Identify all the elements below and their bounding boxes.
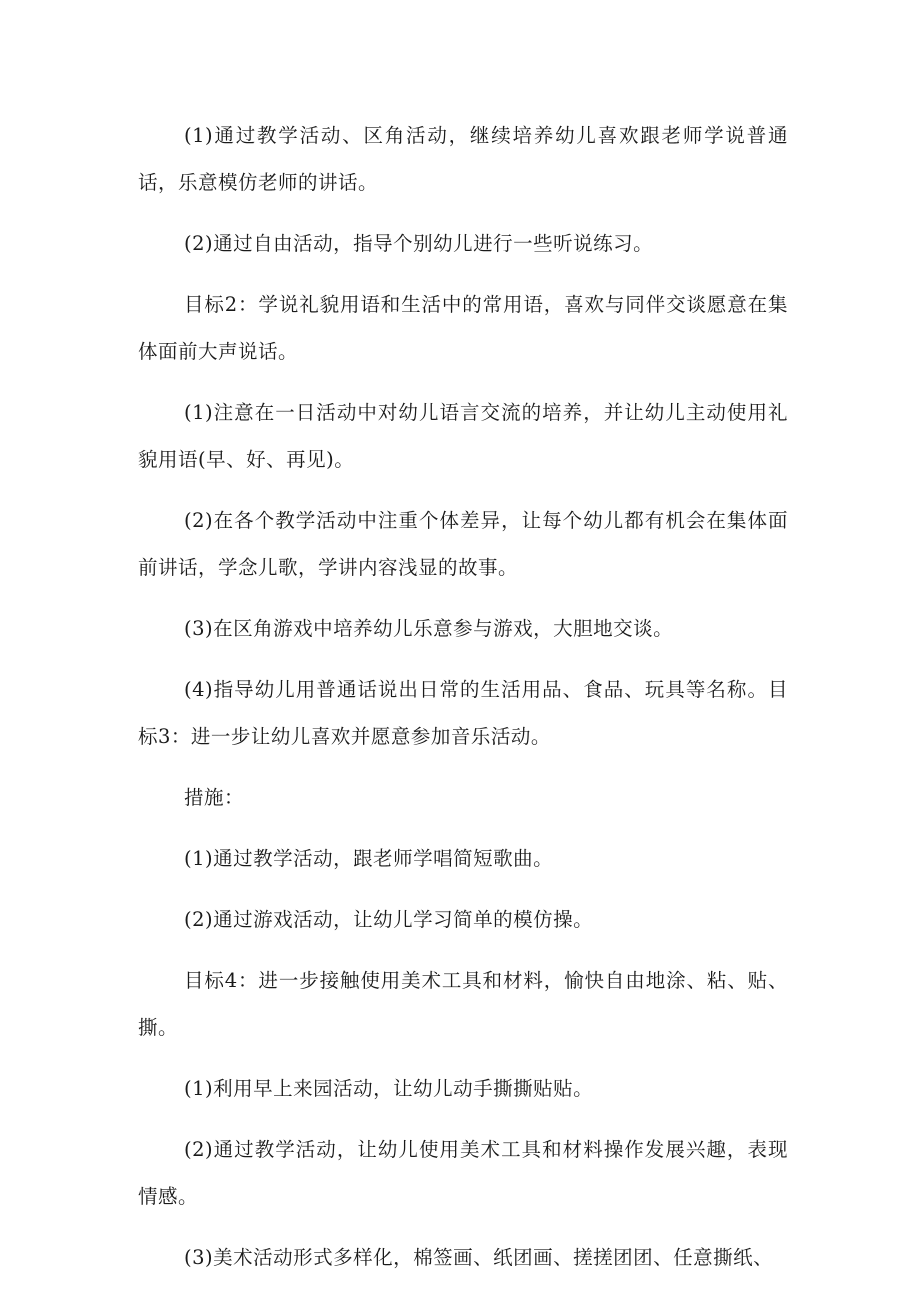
paragraph-goal1-measure-2: (2)通过自由活动，指导个别幼儿进行一些听说练习。 bbox=[184, 232, 654, 255]
paragraph-goal2-heading: 目标2：学说礼貌用语和生活中的常用语，喜欢与同伴交谈愿意在集体面前大声说话。 bbox=[138, 293, 788, 363]
paragraph-goal3-measure-2: (2)通过游戏活动，让幼儿学习简单的模仿操。 bbox=[184, 908, 594, 931]
paragraph-goal4-measure-3: (3)美术活动形式多样化，棉签画、纸团画、搓搓团团、任意撕纸、 bbox=[184, 1246, 774, 1269]
paragraph-goal4-measure-1: (1)利用早上来园活动，让幼儿动手撕撕贴贴。 bbox=[184, 1077, 594, 1100]
paragraph-goal2-measure-1: (1)注意在一日活动中对幼儿语言交流的培养，并让幼儿主动使用礼貌用语(早、好、再见)。 bbox=[138, 401, 788, 471]
paragraph-goal2-measure-2: (2)在各个教学活动中注重个体差异，让每个幼儿都有机会在集体面前讲话，学念儿歌，学讲内容浅显的故事。 bbox=[138, 509, 788, 579]
paragraph-goal2-measure-3: (3)在区角游戏中培养幼儿乐意参与游戏，大胆地交谈。 bbox=[184, 617, 674, 640]
paragraph-measures-label: 措施： bbox=[184, 786, 245, 809]
paragraph-goal4-measure-2: (2)通过教学活动，让幼儿使用美术工具和材料操作发展兴趣，表现情感。 bbox=[138, 1138, 788, 1208]
paragraph-goal4-heading: 目标4：进一步接触使用美术工具和材料，愉快自由地涂、粘、贴、撕。 bbox=[138, 969, 788, 1039]
document-body bbox=[138, 112, 788, 1295]
paragraph-goal2-measure-4-goal3-heading: (4)指导幼儿用普通话说出日常的生活用品、食品、玩具等名称。目标3：进一步让幼儿喜欢并愿意参加音乐活动。 bbox=[138, 678, 788, 748]
paragraph-goal1-measure-1: (1)通过教学活动、区角活动，继续培养幼儿喜欢跟老师学说普通话，乐意模仿老师的讲话。 bbox=[138, 124, 788, 194]
paragraph-goal3-measure-1: (1)通过教学活动，跟老师学唱简短歌曲。 bbox=[184, 847, 554, 870]
